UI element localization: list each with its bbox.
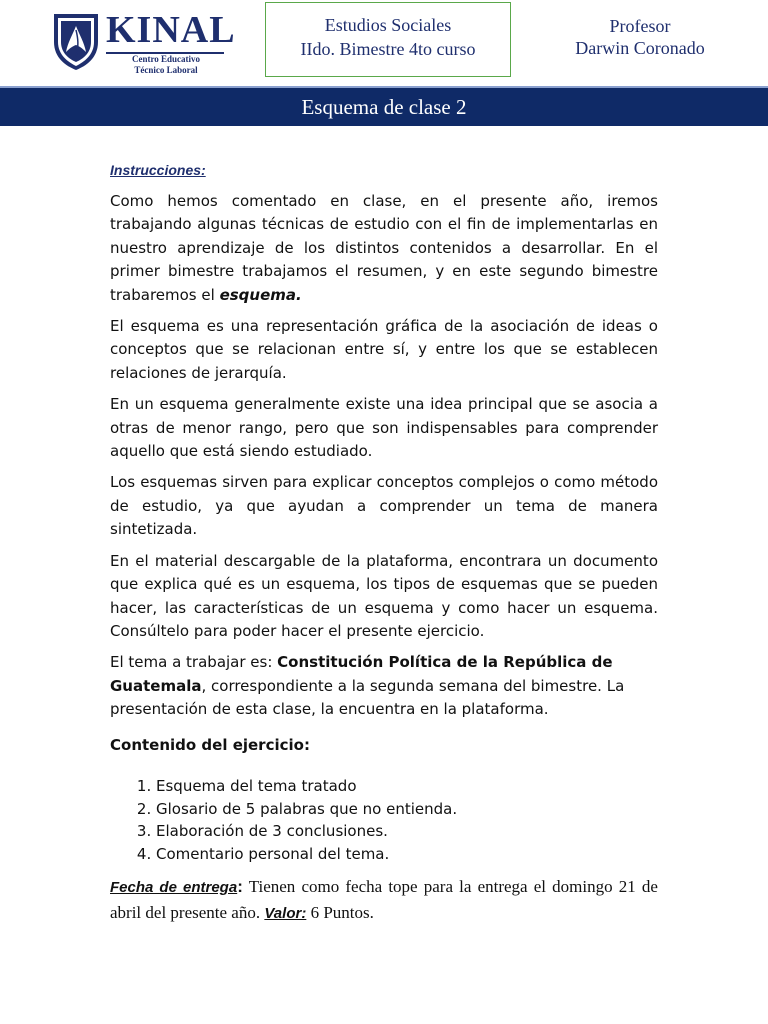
contents-heading: Contenido del ejercicio: [110,735,310,754]
list-item: 1. Esquema del tema tratado [156,775,658,798]
paragraph-definition: El esquema es una representación gráfica de la asociación de ideas o conceptos que se relacionan entre sí, y entre los que se establecen relaciones de jerarquía. [110,317,658,382]
course-subject: Estudios Sociales [324,15,452,35]
list-item: 2. Glosario de 5 palabras que no entienda. [156,798,658,821]
paragraph-purpose: Los esquemas sirven para explicar conceptos complejos o como método de estudio, ya que ayudan a comprender un tema de manera sintetizada. [110,473,658,539]
logo-subtitle-2: Técnico Laboral [134,65,198,75]
value-text: 6 Puntos. [306,903,374,922]
paragraph-material: En el material descargable de la plataforma, encontrara un documento que explica qué es un esquema, los tipos de esquemas que se pueden hacer, las características de un esquema y como hacer un esquema. Consúltelo para poder hacer el presente ejercicio. [110,551,658,640]
course-period: IIdo. Bimestre 4to curso [300,39,476,59]
topic-rest: , correspondiente a la segunda semana del bimestre. La presentación de esta clase, la encuentra en la plataforma. [110,676,625,719]
value-label: Valor: [264,905,307,922]
due-date-label: Fecha de entrega [110,879,238,896]
teacher-label: Profesor [609,16,671,36]
logo-subtitle-1: Centro Educativo [131,54,201,64]
paragraph-intro-text: Como hemos comentado en clase, en el presente año, iremos trabajando algunas técnicas de estudio con el fin de implementarlas en nuestro aprendizaje de los distintos contenidos a desarrollar. En el primer bimestre trabajamos el resumen, y en este segundo bimestre trabaremos el [110,192,658,304]
instructions-label: Instrucciones: [110,162,206,178]
exercise-list [110,775,658,866]
list-item: 3. Elaboración de 3 conclusiones. [156,820,658,843]
teacher-info-box [515,2,765,77]
due-date-colon: : [237,877,243,896]
paragraph-topic [110,651,658,721]
paragraph-main-idea: En un esquema generalmente existe una idea principal que se asocia a otras de menor rango, pero que son indispensables para comprender aquello que está siendo estudiado. [110,395,658,461]
topic-title: Constitución Política de la República de Guatemala [110,653,613,695]
document-title-banner: Esquema de clase 2 [0,86,768,126]
shield-icon [52,12,100,72]
kinal-logo [48,8,236,78]
emphasis-esquema: esquema. [219,285,302,304]
teacher-name: Darwin Coronado [575,38,705,58]
document-body [110,160,658,866]
logo-title: KINAL [106,9,236,51]
list-item: 4. Comentario personal del tema. [156,843,658,866]
due-date-text: Tienen como fecha tope para la entrega el domingo 21 de abril del presente año. [110,877,658,922]
topic-lead: El tema a trabajar es: [110,653,278,672]
course-info-box [265,2,511,77]
paragraph-intro [110,190,658,307]
document-header [0,0,768,84]
due-date-note [110,874,658,926]
